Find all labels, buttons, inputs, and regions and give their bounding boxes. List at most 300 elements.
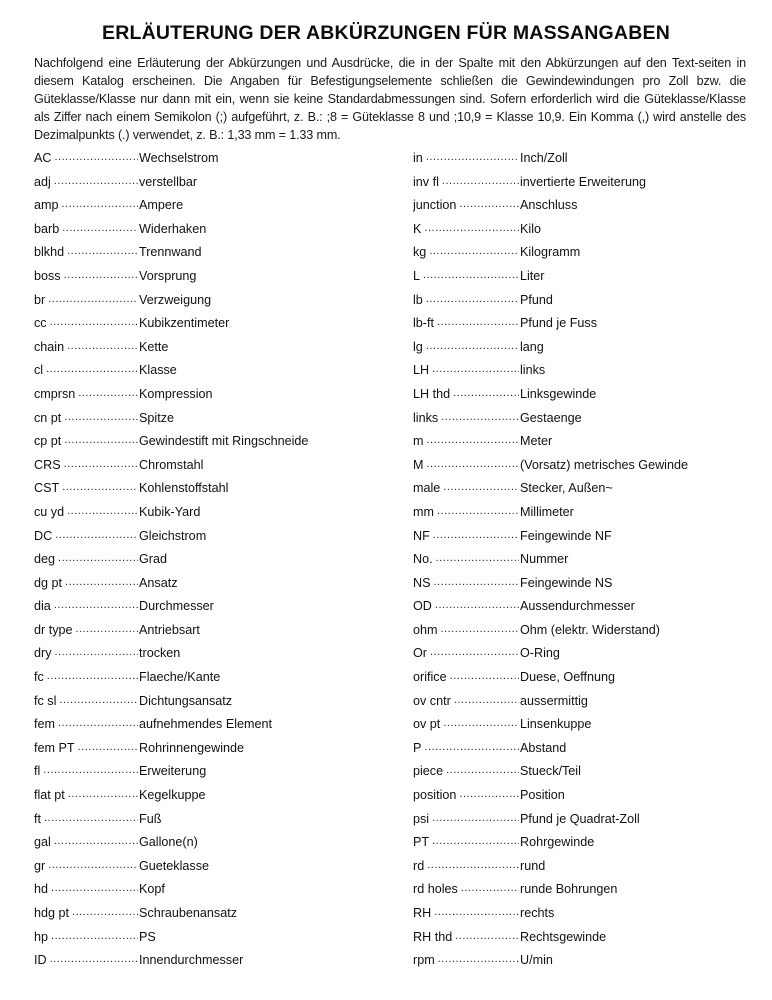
dot-leader [446, 764, 519, 778]
abbreviation-cell [34, 670, 138, 684]
abbreviation: lb-ft [413, 316, 434, 331]
dot-leader [55, 151, 139, 165]
abbreviation: NS [413, 575, 431, 590]
abbreviation-row [34, 505, 374, 529]
abbreviation-meaning: Klasse [139, 363, 177, 378]
abbreviation-row [413, 953, 753, 977]
intro-text: Nachfolgend eine Erläuterung der Abkürzungen und Ausdrücke, die in der Spalte mit den Abkürzungen auf den Text-seiten in diesem Katalog erscheinen. Die Angaben für Befestigungselemente schließen die Gewindewindungen pro Zoll bzw. die Güteklasse/Klasse nur dann mit ein, wenn sie keine Standardabmessungen sind. Sofern erforderlich wird die Güteklasse/Klasse als Ziffer nach einem Semikolon (;) aufgeführt, z. B.: ;8 = Güteklasse 8 und ;10,9 = Klasse 10,9. Ein Komma (,) wird anstelle des Dezimalpunkts (.) verwendet, z. B.: 1,33 mm = 1.33 mm. [34, 56, 746, 142]
abbreviation-meaning: invertierte Erweiterung [520, 174, 646, 189]
abbreviation-meaning: Durchmesser [139, 599, 214, 614]
abbreviation-meaning: Trennwand [139, 245, 202, 260]
dot-leader [454, 694, 519, 708]
abbreviation-meaning: Gleichstrom [139, 528, 207, 543]
abbreviation: rd holes [413, 882, 458, 897]
dot-leader [51, 930, 138, 944]
abbreviation-cell [413, 481, 519, 495]
abbreviation: boss [34, 268, 61, 283]
abbreviation-meaning: lang [520, 339, 544, 354]
dot-leader [54, 599, 138, 613]
abbreviation: CST [34, 481, 60, 496]
abbreviation-cell [34, 764, 138, 778]
abbreviation-cell [34, 812, 138, 826]
abbreviation-row [413, 222, 753, 246]
abbreviation: hdg pt [34, 906, 70, 920]
dot-leader [50, 953, 138, 967]
abbreviation-cell [413, 859, 519, 873]
dot-leader [459, 788, 519, 802]
abbreviation: fc [34, 670, 44, 685]
abbreviation-meaning: Kilogramm [520, 245, 581, 260]
abbreviation-meaning: Rohrgewinde [520, 835, 595, 850]
abbreviation-meaning: Kilo [520, 221, 541, 236]
abbreviation-meaning: Aussendurchmesser [520, 599, 635, 614]
dot-leader [62, 198, 139, 212]
abbreviation-meaning: Inch/Zoll [520, 151, 568, 165]
abbreviation-row [413, 269, 753, 293]
abbreviation-meaning: Kopf [139, 882, 165, 897]
abbreviation: barb [34, 221, 60, 236]
abbreviation-meaning: Pfund [520, 292, 553, 307]
dot-leader [64, 411, 138, 425]
abbreviation-row [413, 576, 753, 600]
dot-leader [432, 363, 519, 377]
dot-leader [78, 741, 138, 755]
abbreviation-row [34, 741, 374, 765]
dot-leader [450, 670, 519, 684]
dot-leader [436, 552, 519, 566]
abbreviation: m [413, 434, 424, 449]
abbreviation-meaning: runde Bohrungen [520, 882, 618, 897]
abbreviation-meaning: Ampere [139, 198, 184, 213]
abbreviation-cell [413, 222, 519, 236]
abbreviation: cp pt [34, 434, 62, 449]
abbreviation: links [413, 410, 439, 425]
abbreviation: dg pt [34, 575, 63, 590]
abbreviation: P [413, 740, 422, 755]
abbreviation-meaning: Position [520, 788, 565, 803]
abbreviation-row [413, 434, 753, 458]
abbreviation-cell [413, 175, 519, 189]
abbreviation: deg [34, 552, 56, 567]
abbreviation: hd [34, 882, 49, 897]
abbreviation-row [34, 316, 374, 340]
abbreviation-meaning: Stueck/Teil [520, 764, 581, 779]
dot-leader [47, 670, 138, 684]
abbreviation: RH thd [413, 929, 453, 944]
abbreviation-row [34, 293, 374, 317]
abbreviation-cell [34, 623, 138, 637]
dot-leader [48, 859, 138, 873]
abbreviation-cell [413, 717, 519, 731]
abbreviation-cell [413, 387, 519, 401]
abbreviation: hp [34, 929, 49, 944]
abbreviation-row [413, 764, 753, 788]
abbreviation-row [34, 694, 374, 718]
abbreviation-meaning: Nummer [520, 552, 569, 567]
dot-leader [459, 198, 519, 212]
abbreviation-row [413, 198, 753, 222]
abbreviation: Or [413, 646, 427, 661]
abbreviation-row [413, 623, 753, 647]
dot-leader [434, 906, 519, 920]
abbreviation-cell [413, 411, 519, 425]
abbreviation-row [413, 505, 753, 529]
abbreviation-meaning: Grad [139, 552, 167, 567]
abbreviation-row [413, 717, 753, 741]
abbreviation: junction [413, 198, 457, 213]
abbreviation-row [413, 293, 753, 317]
dot-leader [426, 340, 519, 354]
abbreviation: L [413, 268, 421, 283]
abbreviation-row [413, 458, 753, 482]
dot-leader [68, 788, 138, 802]
abbreviation-cell [34, 529, 138, 543]
abbreviation-meaning: Kubik-Yard [139, 504, 201, 519]
abbreviation-meaning: O-Ring [520, 646, 560, 661]
dot-leader [43, 764, 138, 778]
dot-leader [442, 175, 519, 189]
dot-leader [64, 458, 138, 472]
abbreviation-row [413, 646, 753, 670]
abbreviation-cell [34, 222, 138, 236]
dot-leader [62, 222, 138, 236]
abbreviation-meaning: Kubikzentimeter [139, 316, 230, 331]
abbreviation-cell [413, 316, 519, 330]
abbreviation-cell [413, 646, 519, 660]
abbreviation: lb [413, 292, 423, 307]
dot-leader [44, 812, 138, 826]
abbreviation: kg [413, 245, 427, 260]
abbreviation: fem PT [34, 740, 75, 755]
abbreviation-meaning: Pfund je Quadrat-Zoll [520, 811, 640, 826]
abbreviation-cell [34, 387, 138, 401]
abbreviation: chain [34, 339, 65, 354]
abbreviation-meaning: Kompression [139, 386, 213, 401]
abbreviation-row [413, 788, 753, 812]
abbreviation-cell [34, 505, 138, 519]
abbreviation: K [413, 221, 422, 236]
abbreviation-row [413, 151, 753, 175]
abbreviation-row [413, 835, 753, 859]
abbreviation-cell [34, 269, 138, 283]
dot-leader [54, 835, 138, 849]
abbreviation-row [34, 646, 374, 670]
abbreviation-cell [34, 198, 138, 212]
abbreviation-row [413, 387, 753, 411]
abbreviation-meaning: Rechtsgewinde [520, 929, 607, 944]
abbreviation-meaning: Abstand [520, 740, 567, 755]
abbreviation-meaning: Dichtungsansatz [139, 693, 233, 708]
abbreviation-cell [34, 316, 138, 330]
page-title: ERLÄUTERUNG DER ABKÜRZUNGEN FÜR MASSANGABEN [102, 22, 670, 44]
abbreviation-cell [413, 788, 519, 802]
abbreviation-meaning: Flaeche/Kante [139, 670, 221, 685]
abbreviation-cell [34, 245, 138, 259]
abbreviation-meaning: Duese, Oeffnung [520, 670, 615, 685]
abbreviation: flat pt [34, 788, 65, 803]
abbreviation-meaning: Kegelkuppe [139, 788, 206, 803]
dot-leader [455, 930, 519, 944]
abbreviation-cell [413, 953, 519, 967]
abbreviation-meaning: Feingewinde NF [520, 528, 612, 543]
abbreviation: position [413, 788, 457, 803]
dot-leader [424, 741, 519, 755]
abbreviation-row [34, 906, 374, 930]
abbreviation-row [34, 222, 374, 246]
abbreviation: fem [34, 717, 55, 732]
abbreviation-meaning: rechts [520, 906, 555, 920]
abbreviation-row [413, 694, 753, 718]
abbreviation-row [34, 529, 374, 553]
abbreviation-cell [34, 788, 138, 802]
abbreviation: ohm [413, 622, 438, 637]
abbreviation-cell [413, 576, 519, 590]
abbreviation-cell [34, 175, 138, 189]
abbreviation-cell [34, 576, 138, 590]
abbreviation-row [34, 245, 374, 269]
abbreviation-meaning: Ohm (elektr. Widerstand) [520, 622, 660, 637]
abbreviation-row [34, 764, 374, 788]
abbreviation: gr [34, 858, 46, 873]
abbreviation: dry [34, 646, 52, 661]
abbreviation-row [413, 363, 753, 387]
abbreviation-row [413, 670, 753, 694]
abbreviation-meaning: Chromstahl [139, 457, 204, 472]
dot-leader [429, 245, 519, 259]
abbreviation: ov pt [413, 717, 441, 732]
abbreviation: orifice [413, 670, 447, 685]
abbreviation: rd [413, 858, 425, 873]
abbreviation-row [34, 269, 374, 293]
abbreviation: OD [413, 599, 432, 614]
abbreviation-meaning: Pfund je Fuss [520, 316, 598, 331]
abbreviation-cell [413, 198, 519, 212]
abbreviation-meaning: Linksgewinde [520, 386, 597, 401]
abbreviation-row [413, 481, 753, 505]
abbreviation-cell [413, 293, 519, 307]
dot-leader [46, 363, 138, 377]
dot-leader [55, 529, 138, 543]
abbreviation-cell [34, 363, 138, 377]
abbreviation: dia [34, 599, 51, 614]
abbreviation-meaning: Innendurchmesser [139, 953, 244, 968]
abbreviation-meaning: Erweiterung [139, 764, 207, 779]
abbreviation-row [34, 717, 374, 741]
abbreviation: cl [34, 363, 44, 378]
abbreviation-row [34, 623, 374, 647]
dot-leader [67, 245, 138, 259]
abbreviation-row [34, 340, 374, 364]
abbreviation-meaning: Liter [520, 268, 545, 283]
abbreviation-meaning: Gueteklasse [139, 858, 210, 873]
abbreviation-cell [34, 293, 138, 307]
abbreviation: psi [413, 811, 430, 826]
abbreviation-cell [34, 859, 138, 873]
abbreviation-cell [413, 245, 519, 259]
abbreviation-meaning: Millimeter [520, 504, 574, 519]
abbreviation-row [34, 458, 374, 482]
dot-leader [433, 529, 519, 543]
abbreviation-meaning: Ansatz [139, 575, 178, 590]
abbreviation-row [34, 953, 374, 977]
dot-leader [64, 269, 138, 283]
abbreviation-row [34, 670, 374, 694]
abbreviation-meaning: aufnehmendes Element [139, 717, 273, 732]
dot-leader [54, 175, 138, 189]
dot-leader [76, 623, 138, 637]
abbreviation: lg [413, 339, 423, 354]
abbreviation-meaning: Rohrinnengewinde [139, 740, 245, 755]
abbreviation-cell [34, 552, 138, 566]
abbreviation-meaning: Vorsprung [139, 268, 197, 283]
abbreviation-cell [413, 670, 519, 684]
abbreviation-meaning: Spitze [139, 410, 175, 425]
dot-leader [78, 387, 138, 401]
dot-leader [430, 646, 519, 660]
dot-leader [426, 293, 519, 307]
abbreviation-cell [413, 835, 519, 849]
dot-leader [67, 505, 138, 519]
abbreviation-meaning: Linsenkuppe [520, 717, 592, 732]
abbreviation-cell [413, 434, 519, 448]
abbreviation: CRS [34, 457, 61, 472]
abbreviation-meaning: Verzweigung [139, 292, 212, 307]
dot-leader [426, 151, 519, 165]
abbreviation: cc [34, 316, 47, 331]
dot-leader [423, 269, 519, 283]
dot-leader [435, 599, 519, 613]
dot-leader [72, 906, 138, 920]
dot-leader [437, 505, 519, 519]
abbreviation: PT [413, 835, 430, 850]
abbreviation-row [34, 387, 374, 411]
abbreviation-row [413, 930, 753, 954]
abbreviation-cell [413, 458, 519, 472]
abbreviation: cu yd [34, 504, 65, 519]
dot-leader [453, 387, 519, 401]
dot-leader [443, 717, 519, 731]
abbreviation-cell [34, 906, 138, 920]
abbreviation-meaning: U/min [520, 953, 553, 968]
abbreviation: cn pt [34, 410, 62, 425]
abbreviation-meaning: Antriebsart [139, 622, 200, 637]
abbreviation-row [413, 882, 753, 906]
abbreviation-cell [413, 505, 519, 519]
abbreviation: RH [413, 906, 432, 920]
abbreviation-meaning: Gestaenge [520, 410, 582, 425]
abbreviation-row [413, 741, 753, 765]
abbreviation: dr type [34, 622, 73, 637]
abbreviation-cell [413, 694, 519, 708]
abbreviation: male [413, 481, 441, 496]
abbreviation-row [34, 363, 374, 387]
abbreviation-meaning: verstellbar [139, 174, 198, 189]
dot-leader [50, 316, 138, 330]
abbreviation-row [413, 859, 753, 883]
abbreviation-row [34, 434, 374, 458]
dot-leader [58, 717, 138, 731]
abbreviation-meaning: Widerhaken [139, 221, 207, 236]
abbreviation-row [34, 576, 374, 600]
abbreviation-meaning: Kette [139, 339, 169, 354]
abbreviation-row [413, 175, 753, 199]
abbreviation-cell [34, 340, 138, 354]
abbreviation: LH [413, 363, 430, 378]
dot-leader [441, 623, 520, 637]
abbreviation-row [413, 340, 753, 364]
abbreviation-row [34, 835, 374, 859]
abbreviation-row [34, 198, 374, 222]
abbreviation-meaning: Wechselstrom [139, 151, 219, 165]
abbreviation-meaning: rund [520, 858, 546, 873]
abbreviation-row [413, 552, 753, 576]
abbreviation-cell [413, 623, 519, 637]
abbreviation-cell [34, 694, 138, 708]
abbreviation-meaning: links [520, 363, 546, 378]
abbreviation: ID [34, 953, 47, 968]
abbreviation-meaning: PS [139, 929, 156, 944]
dot-leader [67, 340, 138, 354]
abbreviation: fc sl [34, 693, 57, 708]
abbreviation-row [34, 882, 374, 906]
abbreviation: LH thd [413, 386, 451, 401]
abbreviation-cell [413, 151, 519, 165]
dot-leader [438, 953, 519, 967]
abbreviation-meaning: aussermittig [520, 693, 588, 708]
abbreviation-row [34, 788, 374, 812]
abbreviation-cell [413, 552, 519, 566]
dot-leader [443, 481, 519, 495]
dot-leader [55, 646, 139, 660]
abbreviation-row [34, 411, 374, 435]
abbreviation-row [413, 812, 753, 836]
abbreviation-meaning: Meter [520, 434, 553, 449]
abbreviation-row [34, 552, 374, 576]
abbreviation-row [413, 529, 753, 553]
abbreviation-row [34, 930, 374, 954]
dot-leader [441, 411, 519, 425]
abbreviation-cell [34, 599, 138, 613]
abbreviation-row [34, 175, 374, 199]
abbreviation: rpm [413, 953, 435, 968]
abbreviation-cell [413, 269, 519, 283]
abbreviation: ov cntr [413, 693, 451, 708]
dot-leader [62, 481, 138, 495]
abbreviation-cell [34, 151, 138, 165]
abbreviation: No. [413, 552, 433, 567]
abbreviation-row [34, 859, 374, 883]
abbreviation-meaning: (Vorsatz) metrisches Gewinde [520, 457, 688, 472]
abbreviation-meaning: Fuß [139, 811, 162, 826]
abbreviation: br [34, 292, 46, 307]
abbreviation-meaning: Gallone(n) [139, 835, 198, 850]
abbreviation-meaning: trocken [139, 646, 181, 661]
dot-leader [437, 316, 519, 330]
abbreviation-meaning: Kohlenstoffstahl [139, 481, 229, 496]
abbreviation: NF [413, 528, 430, 543]
abbreviation: gal [34, 835, 51, 850]
abbreviation-meaning: Gewindestift mit Ringschneide [139, 434, 309, 449]
abbreviation-cell [34, 717, 138, 731]
abbreviation-cell [413, 882, 519, 896]
abbreviation-cell [34, 458, 138, 472]
abbreviation-cell [413, 930, 519, 944]
abbreviation: mm [413, 504, 434, 519]
dot-leader [461, 882, 519, 896]
abbreviation: amp [34, 198, 59, 213]
abbreviation-cell [34, 434, 138, 448]
abbreviation-row [34, 481, 374, 505]
